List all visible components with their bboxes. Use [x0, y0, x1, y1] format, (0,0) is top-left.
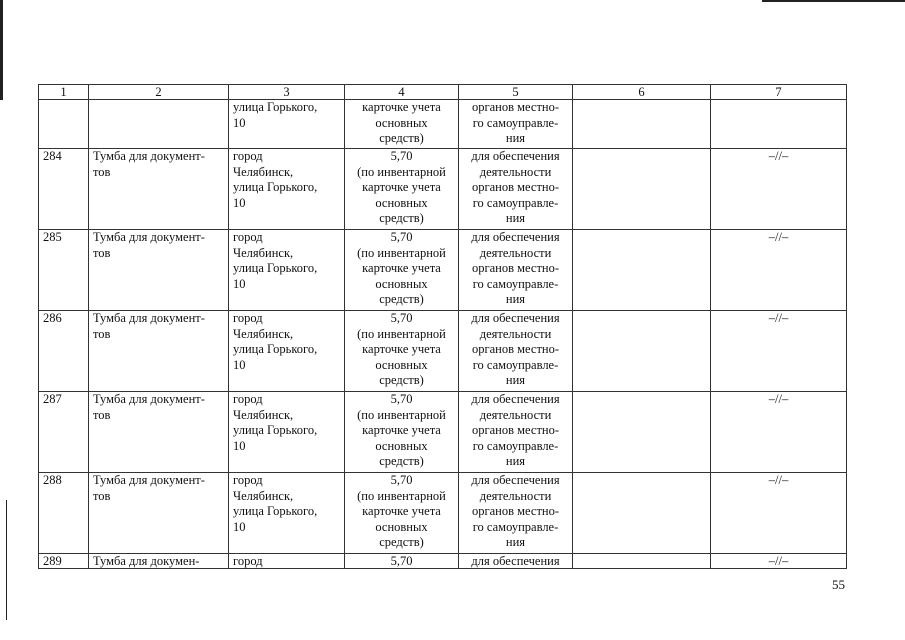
- scan-edge-mark: [0, 0, 3, 100]
- address-line: 10: [233, 115, 246, 130]
- basis-line: средств): [379, 131, 424, 145]
- name-line: тов: [93, 407, 111, 422]
- purpose-line: ния: [505, 131, 526, 145]
- item-col7: –//–: [711, 554, 847, 569]
- basis-line: основных: [375, 276, 428, 291]
- column-number: 4: [345, 85, 459, 100]
- address-line: город: [233, 392, 263, 406]
- name-line: [93, 473, 224, 489]
- basis-line: средств): [379, 454, 424, 468]
- column-number: 5: [459, 85, 573, 100]
- item-basis: [345, 230, 459, 311]
- basis-line: карточке учета: [362, 261, 441, 275]
- address-line: улица Горького,: [233, 342, 318, 356]
- address-line: город: [233, 473, 263, 487]
- basis-line: карточке учета: [362, 423, 441, 437]
- address-line: город: [233, 149, 263, 163]
- purpose-line: органов местно-: [471, 342, 560, 356]
- purpose-line: для обеспечения: [471, 311, 560, 325]
- purpose-line: деятельности: [479, 488, 552, 503]
- purpose-line: для обеспечения: [471, 149, 560, 163]
- item-address: [229, 392, 345, 473]
- item-name: [89, 230, 229, 311]
- item-basis: [345, 149, 459, 230]
- basis-line: 5,70: [390, 230, 413, 244]
- item-basis: [345, 392, 459, 473]
- address-line: Челябинск,: [233, 407, 294, 422]
- item-address: [229, 149, 345, 230]
- row-number: 289: [39, 554, 89, 569]
- address-line: 10: [233, 357, 246, 372]
- item-address: [229, 100, 345, 149]
- purpose-line: для обеспечения: [471, 392, 560, 406]
- name-line: тов: [93, 488, 111, 503]
- column-number: 2: [89, 85, 229, 100]
- address-line: улица Горького,: [233, 423, 318, 437]
- name-line: [93, 230, 224, 246]
- item-purpose: [459, 230, 573, 311]
- item-address: [229, 311, 345, 392]
- item-col6: [573, 554, 711, 569]
- item-basis: 5,70: [345, 554, 459, 569]
- row-number: 285: [39, 230, 89, 311]
- name-line-text: Тумба для документ-: [93, 230, 205, 244]
- basis-line: карточке учета: [362, 504, 441, 518]
- row-number: 288: [39, 473, 89, 554]
- table-row-partial: [39, 554, 847, 569]
- address-line: улица Горького,: [233, 100, 318, 114]
- purpose-line: ния: [505, 535, 526, 549]
- basis-line: средств): [379, 373, 424, 387]
- address-line: Челябинск,: [233, 245, 294, 260]
- address-line: улица Горького,: [233, 504, 318, 518]
- item-name: [89, 473, 229, 554]
- basis-line: средств): [379, 211, 424, 225]
- row-number: 284: [39, 149, 89, 230]
- purpose-line: деятельности: [479, 245, 552, 260]
- item-basis: [345, 473, 459, 554]
- scan-edge-mark: [6, 500, 7, 620]
- basis-line: (по инвентарной: [357, 326, 446, 341]
- basis-line: (по инвентарной: [357, 488, 446, 503]
- address-line: улица Горького,: [233, 261, 318, 275]
- purpose-line: ния: [505, 211, 526, 225]
- item-name: [89, 392, 229, 473]
- purpose-line: для обеспечения: [471, 473, 560, 487]
- item-col7: –//–: [711, 473, 847, 554]
- item-col7: [711, 100, 847, 149]
- name-line: [93, 311, 224, 327]
- basis-line: карточке учета: [362, 342, 441, 356]
- table-row: [39, 392, 847, 473]
- item-address: [229, 230, 345, 311]
- address-line: 10: [233, 195, 246, 210]
- item-address: [229, 473, 345, 554]
- name-line: тов: [93, 164, 111, 179]
- item-col7: –//–: [711, 392, 847, 473]
- scan-edge-mark: [762, 0, 905, 2]
- basis-line: 5,70: [390, 149, 413, 163]
- row-number: 286: [39, 311, 89, 392]
- item-purpose: [459, 311, 573, 392]
- basis-line: основных: [375, 438, 428, 453]
- purpose-line: ния: [505, 292, 526, 306]
- purpose-line: ния: [505, 373, 526, 387]
- name-line: тов: [93, 245, 111, 260]
- name-line: [93, 149, 224, 165]
- item-purpose: [459, 473, 573, 554]
- item-col6: [573, 149, 711, 230]
- item-col6: [573, 311, 711, 392]
- item-purpose: [459, 149, 573, 230]
- item-name: Тумба для докумен-: [89, 554, 229, 569]
- item-col6: [573, 473, 711, 554]
- name-line-text: Тумба для документ-: [93, 392, 205, 406]
- item-purpose: [459, 392, 573, 473]
- purpose-line: органов местно-: [471, 180, 560, 194]
- purpose-line: органов местно-: [471, 423, 560, 437]
- address-line: Челябинск,: [233, 488, 294, 503]
- address-line: город: [233, 311, 263, 325]
- name-line-text: Тумба для документ-: [93, 311, 205, 325]
- purpose-line: деятельности: [479, 407, 552, 422]
- address-line: Челябинск,: [233, 326, 294, 341]
- purpose-line: органов местно-: [471, 504, 560, 518]
- purpose-line: органов местно-: [471, 261, 560, 275]
- purpose-line: го самоуправле-: [472, 115, 559, 130]
- name-line-text: Тумба для документ-: [93, 473, 205, 487]
- basis-line: основных: [375, 519, 428, 534]
- item-name: [89, 311, 229, 392]
- purpose-line: го самоуправле-: [472, 357, 559, 372]
- item-col7: –//–: [711, 311, 847, 392]
- item-name: [89, 100, 229, 149]
- basis-line: 5,70: [390, 392, 413, 406]
- item-name: [89, 149, 229, 230]
- purpose-line: органов местно-: [471, 100, 560, 114]
- item-col6: [573, 392, 711, 473]
- column-number: 3: [229, 85, 345, 100]
- column-number: 7: [711, 85, 847, 100]
- basis-line: средств): [379, 292, 424, 306]
- table-row: [39, 230, 847, 311]
- item-col7: –//–: [711, 149, 847, 230]
- address-line: 10: [233, 438, 246, 453]
- purpose-line: го самоуправле-: [472, 276, 559, 291]
- purpose-line: деятельности: [479, 164, 552, 179]
- item-col6: [573, 230, 711, 311]
- address-line: Челябинск,: [233, 164, 294, 179]
- continuation-row: [39, 100, 847, 149]
- item-col6: [573, 100, 711, 149]
- page-number: 55: [832, 577, 845, 592]
- row-number: 287: [39, 392, 89, 473]
- item-purpose: [459, 100, 573, 149]
- basis-line: (по инвентарной: [357, 245, 446, 260]
- name-line-text: Тумба для документ-: [93, 149, 205, 163]
- basis-line: (по инвентарной: [357, 164, 446, 179]
- purpose-line: го самоуправле-: [472, 438, 559, 453]
- item-basis: [345, 311, 459, 392]
- purpose-line: деятельности: [479, 326, 552, 341]
- address-line: город: [233, 230, 263, 244]
- table-row: [39, 311, 847, 392]
- basis-line: карточке учета: [362, 100, 441, 114]
- purpose-line: для обеспечения: [471, 230, 560, 244]
- table-row: [39, 473, 847, 554]
- item-basis: [345, 100, 459, 149]
- name-line: [93, 392, 224, 408]
- basis-line: средств): [379, 535, 424, 549]
- item-address: город: [229, 554, 345, 569]
- purpose-line: ния: [505, 454, 526, 468]
- column-number: 6: [573, 85, 711, 100]
- table-row: [39, 149, 847, 230]
- name-line: тов: [93, 326, 111, 341]
- purpose-line: го самоуправле-: [472, 195, 559, 210]
- basis-line: основных: [375, 195, 428, 210]
- basis-line: основных: [375, 115, 428, 130]
- row-number: [39, 100, 89, 149]
- column-number: 1: [39, 85, 89, 100]
- address-line: 10: [233, 276, 246, 291]
- basis-line: основных: [375, 357, 428, 372]
- basis-line: 5,70: [390, 311, 413, 325]
- basis-line: 5,70: [390, 473, 413, 487]
- column-number-header: [39, 85, 847, 100]
- address-line: 10: [233, 519, 246, 534]
- address-line: улица Горького,: [233, 180, 318, 194]
- purpose-line: го самоуправле-: [472, 519, 559, 534]
- basis-line: карточке учета: [362, 180, 441, 194]
- item-col7: –//–: [711, 230, 847, 311]
- inventory-table: [38, 84, 847, 569]
- item-purpose: для обеспечения: [459, 554, 573, 569]
- basis-line: (по инвентарной: [357, 407, 446, 422]
